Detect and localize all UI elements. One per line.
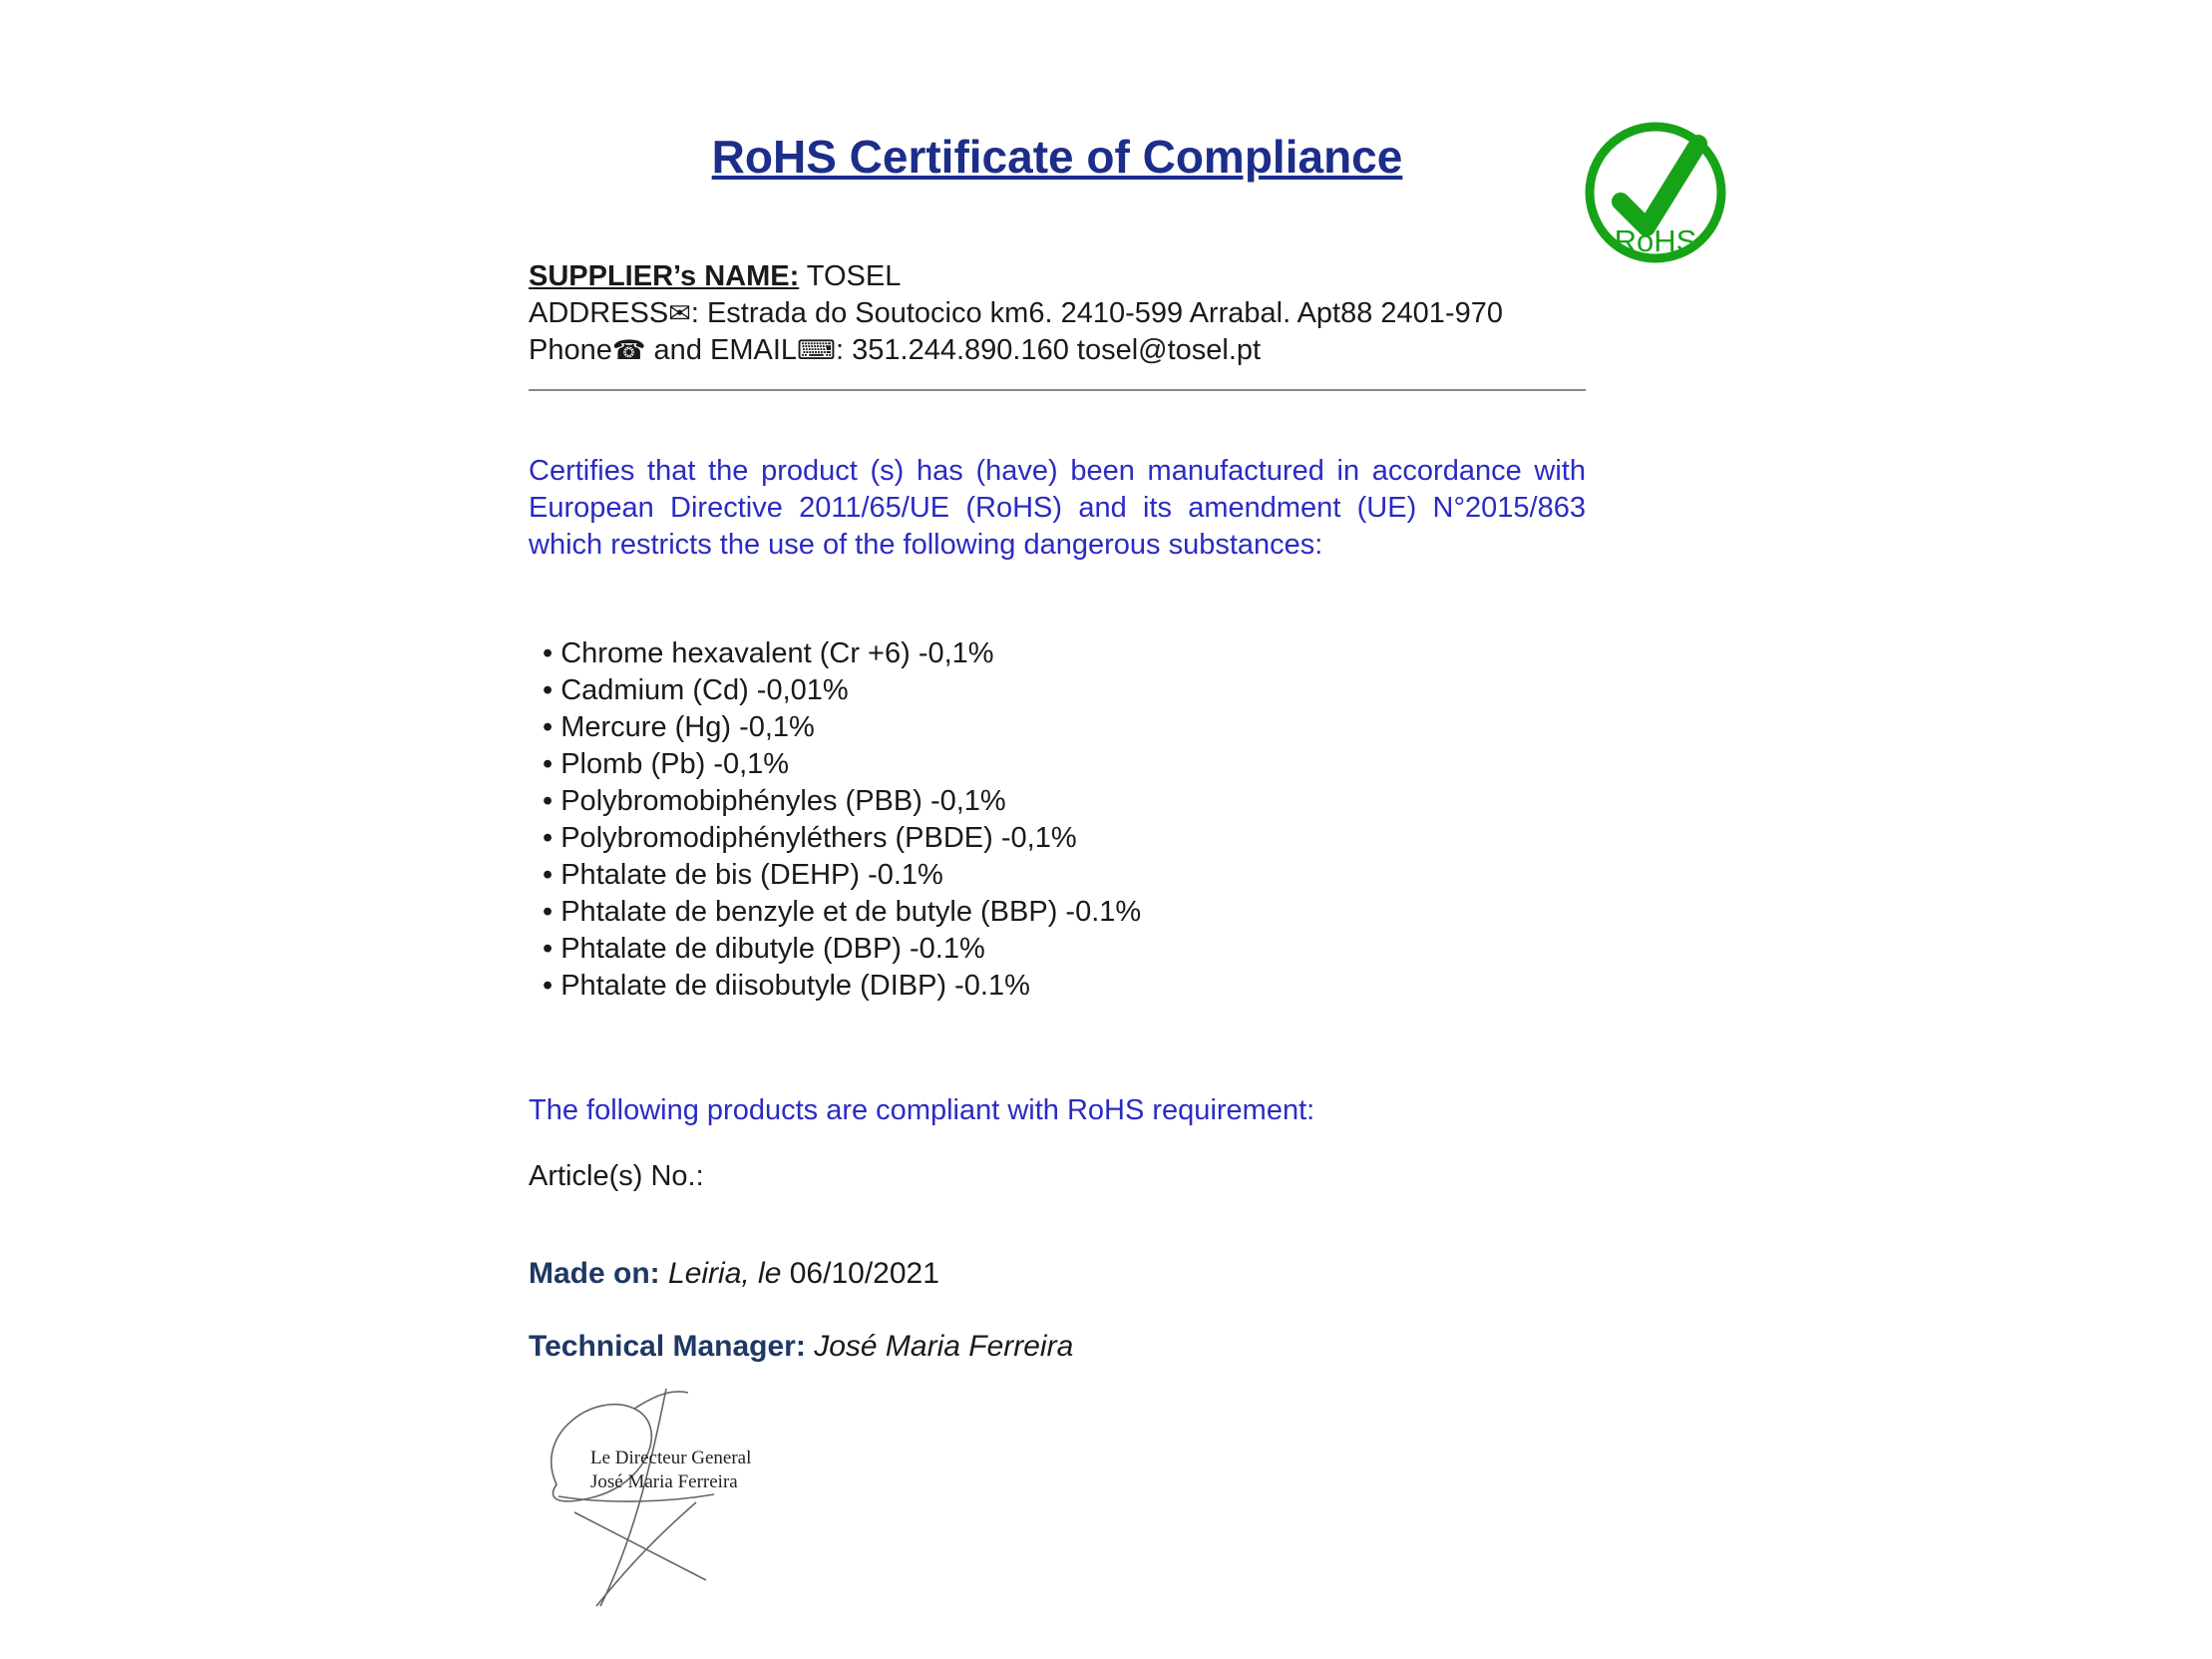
signature-flick <box>634 1392 688 1409</box>
technical-manager-line <box>529 1328 1586 1365</box>
substance-item: • Cadmium (Cd) -0,01% <box>543 672 1586 709</box>
substances-list <box>529 635 1586 1005</box>
computer-icon: ⌨ <box>797 335 837 365</box>
substance-item: • Phtalate de bis (DEHP) -0.1% <box>543 857 1586 894</box>
certification-statement: Certifies that the product (s) has (have) been manufactured in accordance with European Directive 2011/65/UE (RoHS) and its amendment (UE) N°2015/863 which restricts the use of the following dangerous substances: <box>529 455 1586 561</box>
technical-manager-name: José Maria Ferreira <box>805 1330 1074 1363</box>
substance-item: • Phtalate de benzyle et de butyle (BBP) -0.1% <box>543 894 1586 931</box>
rohs-logo-graphic <box>1581 118 1730 267</box>
compliance-statement: The following products are compliant with RoHS requirement: <box>529 1094 1315 1126</box>
supplier-name-value: TOSEL <box>799 260 902 292</box>
made-on-place: Leiria, le <box>659 1257 782 1290</box>
address-label: ADDRESS <box>529 297 669 329</box>
made-on-label: Made on: <box>529 1257 660 1290</box>
document-body <box>529 130 1586 1365</box>
made-on-date: 06/10/2021 <box>781 1257 939 1290</box>
signature-long-stroke <box>600 1389 666 1606</box>
supplier-block <box>529 258 1586 369</box>
check-icon <box>1621 144 1698 227</box>
articles-label: Article(s) No.: <box>529 1160 704 1192</box>
signature-scribble <box>539 1385 858 1624</box>
supplier-address-line <box>529 295 1586 332</box>
signature-name-line: José Maria Ferreira <box>590 1471 738 1492</box>
substance-item: • Mercure (Hg) -0,1% <box>543 709 1586 746</box>
section-divider <box>529 389 1586 391</box>
phone-label: Phone <box>529 334 612 366</box>
rohs-logo-text: RoHS <box>1614 223 1697 258</box>
substance-item: • Phtalate de diisobutyle (DIBP) -0.1% <box>543 968 1586 1005</box>
page-title: RoHS Certificate of Compliance <box>711 131 1403 183</box>
signature-title-line: Le Directeur General <box>590 1448 752 1468</box>
supplier-name-label: SUPPLIER’s NAME: <box>529 260 800 292</box>
substance-item: • Polybromobiphényles (PBB) -0,1% <box>543 783 1586 820</box>
envelope-icon: ✉ <box>668 298 691 328</box>
email-label: and EMAIL <box>645 334 798 366</box>
contact-value: : 351.244.890.160 tosel@tosel.pt <box>836 334 1262 366</box>
substance-item: • Phtalate de dibutyle (DBP) -0.1% <box>543 931 1586 968</box>
signature-area <box>539 1385 858 1624</box>
supplier-name-line <box>529 258 1586 295</box>
technical-manager-label: Technical Manager: <box>529 1330 806 1363</box>
signature-cross-stroke-2 <box>596 1502 696 1606</box>
phone-icon: ☎ <box>611 335 646 365</box>
substance-item: • Plomb (Pb) -0,1% <box>543 746 1586 783</box>
rohs-logo <box>1581 118 1730 267</box>
signature-cross-stroke-1 <box>574 1512 706 1580</box>
address-value: : Estrada do Soutocico km6. 2410-599 Arrabal. Apt88 2401-970 <box>690 297 1503 329</box>
supplier-contact-line <box>529 332 1586 369</box>
made-on-line <box>529 1255 1586 1292</box>
substance-item: • Polybromodiphényléthers (PBDE) -0,1% <box>543 820 1586 857</box>
signature-text <box>590 1447 751 1494</box>
substance-item: • Chrome hexavalent (Cr +6) -0,1% <box>543 635 1586 672</box>
